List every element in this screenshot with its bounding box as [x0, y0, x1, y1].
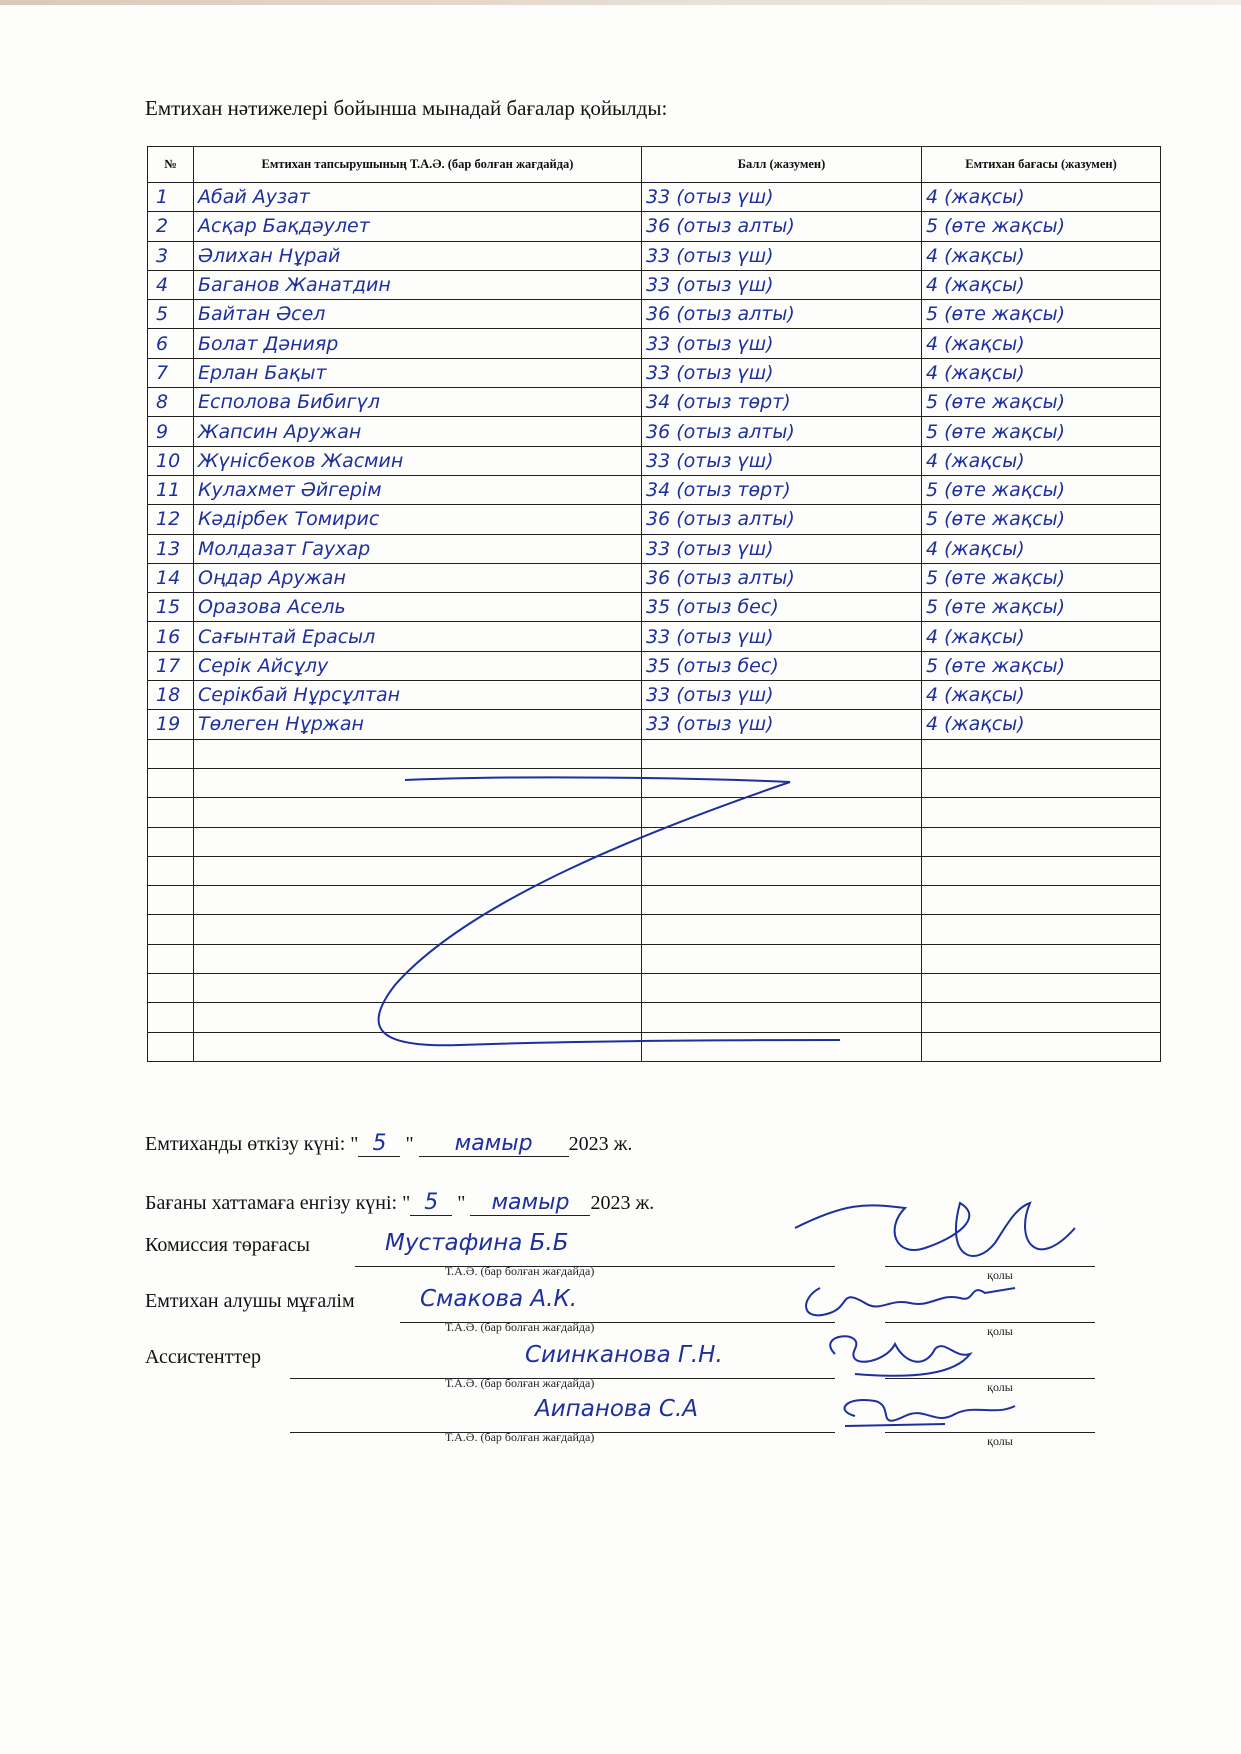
empty-cell [148, 768, 194, 797]
row-number: 2 [148, 212, 194, 241]
table-row [148, 651, 1161, 680]
table-row [148, 212, 1161, 241]
empty-cell [922, 1003, 1161, 1032]
empty-row [148, 856, 1161, 885]
table-row [148, 563, 1161, 592]
entry-date-line: Бағаны хаттамаға енгізу күні: " 5 " мамыр 2023 ж. [145, 1190, 655, 1215]
student-name: Ерлан Бақыт [194, 358, 642, 387]
empty-row [148, 974, 1161, 1003]
empty-cell [922, 915, 1161, 944]
empty-cell [642, 886, 922, 915]
empty-cell [642, 1032, 922, 1061]
teacher-sign-caption: қолы [987, 1324, 1013, 1338]
score-text: 33 (отыз үш) [642, 358, 922, 387]
score-text: 36 (отыз алты) [642, 417, 922, 446]
grade-text: 4 (жақсы) [922, 329, 1161, 358]
student-name: Молдазат Гаухар [194, 534, 642, 563]
table-row [148, 417, 1161, 446]
empty-cell [194, 1003, 642, 1032]
assistant-1-name-caption: Т.А.Ә. (бар болған жағдайда) [445, 1376, 595, 1390]
empty-row [148, 739, 1161, 768]
empty-cell [922, 739, 1161, 768]
exam-day: 5 [358, 1131, 400, 1157]
entry-month: мамыр [470, 1190, 590, 1216]
empty-cell [194, 768, 642, 797]
score-text: 34 (отыз төрт) [642, 388, 922, 417]
empty-cell [148, 739, 194, 768]
grade-text: 5 (өте жақсы) [922, 505, 1161, 534]
entry-day: 5 [410, 1190, 452, 1216]
table-row [148, 681, 1161, 710]
empty-cell [194, 944, 642, 973]
table-row [148, 593, 1161, 622]
empty-cell [642, 856, 922, 885]
score-text: 33 (отыз үш) [642, 241, 922, 270]
teacher-signature-mark [770, 1268, 1090, 1328]
empty-cell [922, 944, 1161, 973]
table-row [148, 710, 1161, 739]
table-row [148, 270, 1161, 299]
header-grade: Емтихан бағасы (жазумен) [922, 147, 1161, 183]
student-name: Жүнісбеков Жасмин [194, 446, 642, 475]
empty-row [148, 886, 1161, 915]
score-text: 36 (отыз алты) [642, 300, 922, 329]
row-number: 12 [148, 505, 194, 534]
student-name: Серік Айсұлу [194, 651, 642, 680]
row-number: 17 [148, 651, 194, 680]
empty-cell [148, 944, 194, 973]
entry-year: 2023 ж. [590, 1192, 655, 1214]
empty-cell [148, 974, 194, 1003]
empty-cell [194, 1032, 642, 1061]
student-name: Кулахмет Әйгерім [194, 475, 642, 504]
signature-row-assistant-2 [145, 1396, 1160, 1460]
empty-cell [922, 798, 1161, 827]
empty-cell [922, 886, 1161, 915]
grade-text: 5 (өте жақсы) [922, 212, 1161, 241]
assistant-2-name-caption: Т.А.Ә. (бар болған жағдайда) [445, 1430, 595, 1444]
grade-text: 4 (жақсы) [922, 446, 1161, 475]
empty-cell [148, 915, 194, 944]
student-name: Әлихан Нұрай [194, 241, 642, 270]
empty-cell [922, 827, 1161, 856]
empty-row [148, 827, 1161, 856]
grade-text: 4 (жақсы) [922, 270, 1161, 299]
empty-cell [642, 739, 922, 768]
empty-cell [148, 798, 194, 827]
empty-cell [194, 915, 642, 944]
grade-text: 4 (жақсы) [922, 622, 1161, 651]
empty-cell [642, 827, 922, 856]
student-name: Серікбай Нұрсұлтан [194, 681, 642, 710]
score-text: 36 (отыз алты) [642, 212, 922, 241]
score-text: 33 (отыз үш) [642, 681, 922, 710]
empty-cell [642, 944, 922, 973]
row-number: 15 [148, 593, 194, 622]
table-body [148, 183, 1161, 1062]
empty-row [148, 768, 1161, 797]
score-text: 33 (отыз үш) [642, 622, 922, 651]
grade-text: 5 (өте жақсы) [922, 651, 1161, 680]
row-number: 13 [148, 534, 194, 563]
grade-text: 5 (өте жақсы) [922, 593, 1161, 622]
row-number: 18 [148, 681, 194, 710]
empty-cell [194, 886, 642, 915]
empty-row [148, 944, 1161, 973]
exam-date-label: Емтиханды өткізу күні: " [145, 1133, 359, 1155]
empty-cell [194, 856, 642, 885]
student-name: Абай Аузат [194, 183, 642, 212]
student-name: Төлеген Нұржан [194, 710, 642, 739]
chair-name: Мустафина Б.Б [385, 1230, 569, 1256]
empty-row [148, 1003, 1161, 1032]
score-text: 33 (отыз үш) [642, 183, 922, 212]
header-number: № [148, 147, 194, 183]
grade-text: 5 (өте жақсы) [922, 300, 1161, 329]
student-name: Байтан Әсел [194, 300, 642, 329]
assistant-1-signature-mark [795, 1324, 1055, 1384]
table-row [148, 475, 1161, 504]
results-table [147, 146, 1161, 1062]
student-name: Болат Дәнияр [194, 329, 642, 358]
header-score: Балл (жазумен) [642, 147, 922, 183]
student-name: Оразова Асель [194, 593, 642, 622]
empty-cell [148, 886, 194, 915]
score-text: 35 (отыз бес) [642, 651, 922, 680]
student-name: Жапсин Аружан [194, 417, 642, 446]
empty-cell [642, 768, 922, 797]
score-text: 33 (отыз үш) [642, 710, 922, 739]
empty-cell [148, 856, 194, 885]
student-name: Есполова Бибигүл [194, 388, 642, 417]
table-row [148, 358, 1161, 387]
row-number: 4 [148, 270, 194, 299]
exam-year: 2023 ж. [568, 1133, 633, 1155]
row-number: 7 [148, 358, 194, 387]
table-row [148, 241, 1161, 270]
empty-cell [922, 768, 1161, 797]
assistant-2-signature-mark [785, 1386, 1065, 1442]
grade-text: 5 (өте жақсы) [922, 475, 1161, 504]
student-name: Сағынтай Ерасыл [194, 622, 642, 651]
grade-text: 4 (жақсы) [922, 710, 1161, 739]
grade-text: 4 (жақсы) [922, 241, 1161, 270]
row-number: 10 [148, 446, 194, 475]
row-number: 16 [148, 622, 194, 651]
score-text: 36 (отыз алты) [642, 563, 922, 592]
empty-cell [922, 1032, 1161, 1061]
table-row [148, 183, 1161, 212]
empty-cell [642, 798, 922, 827]
empty-cell [148, 1032, 194, 1061]
row-number: 9 [148, 417, 194, 446]
score-text: 33 (отыз үш) [642, 329, 922, 358]
empty-cell [922, 856, 1161, 885]
score-text: 36 (отыз алты) [642, 505, 922, 534]
empty-cell [194, 974, 642, 1003]
row-number: 14 [148, 563, 194, 592]
empty-cell [148, 827, 194, 856]
student-name: Кәдірбек Томирис [194, 505, 642, 534]
assistant-2-sign-caption: қолы [987, 1434, 1013, 1448]
grade-text: 5 (өте жақсы) [922, 563, 1161, 592]
chair-sign-caption: қолы [987, 1268, 1013, 1282]
table-row [148, 388, 1161, 417]
score-text: 34 (отыз төрт) [642, 475, 922, 504]
grade-text: 4 (жақсы) [922, 534, 1161, 563]
teacher-name-caption: Т.А.Ә. (бар болған жағдайда) [445, 1320, 595, 1334]
table-row [148, 329, 1161, 358]
empty-cell [148, 1003, 194, 1032]
empty-cell [642, 915, 922, 944]
empty-cell [194, 827, 642, 856]
chair-label: Комиссия төрағасы [145, 1234, 310, 1256]
score-text: 33 (отыз үш) [642, 534, 922, 563]
table-row [148, 534, 1161, 563]
empty-row [148, 915, 1161, 944]
grade-text: 4 (жақсы) [922, 183, 1161, 212]
assistant-1-sign-caption: қолы [987, 1380, 1013, 1394]
teacher-label: Емтихан алушы мұғалім [145, 1290, 355, 1312]
row-number: 5 [148, 300, 194, 329]
student-name: Асқар Бақдәулет [194, 212, 642, 241]
row-number: 11 [148, 475, 194, 504]
table-row [148, 300, 1161, 329]
table-row [148, 505, 1161, 534]
assistant-1-name: Сиинканова Г.Н. [525, 1342, 723, 1368]
table-row [148, 622, 1161, 651]
assistants-label: Ассистенттер [145, 1346, 261, 1368]
page-heading: Емтихан нәтижелері бойынша мынадай бағалар қойылды: [145, 96, 668, 120]
assistant-2-name: Аипанова С.А [535, 1396, 698, 1422]
entry-date-label: Бағаны хаттамаға енгізу күні: " [145, 1192, 411, 1214]
table-row [148, 446, 1161, 475]
score-text: 33 (отыз үш) [642, 446, 922, 475]
row-number: 8 [148, 388, 194, 417]
grade-text: 5 (өте жақсы) [922, 417, 1161, 446]
empty-cell [922, 974, 1161, 1003]
empty-cell [194, 739, 642, 768]
grade-text: 4 (жақсы) [922, 681, 1161, 710]
score-text: 35 (отыз бес) [642, 593, 922, 622]
empty-cell [642, 1003, 922, 1032]
exam-month: мамыр [419, 1131, 569, 1157]
grade-text: 4 (жақсы) [922, 358, 1161, 387]
grade-text: 5 (өте жақсы) [922, 388, 1161, 417]
empty-row [148, 798, 1161, 827]
header-name: Емтихан тапсырушының Т.А.Ә. (бар болған жағдайда) [194, 147, 642, 183]
score-text: 33 (отыз үш) [642, 270, 922, 299]
student-name: Баганов Жанатдин [194, 270, 642, 299]
table-header-row [148, 147, 1161, 183]
top-edge [0, 0, 1241, 5]
row-number: 1 [148, 183, 194, 212]
teacher-name: Смакова А.К. [420, 1286, 578, 1312]
row-number: 3 [148, 241, 194, 270]
empty-cell [194, 798, 642, 827]
student-name: Оңдар Аружан [194, 563, 642, 592]
row-number: 19 [148, 710, 194, 739]
exam-date-line: Емтиханды өткізу күні: " 5 " мамыр 2023 ж. [145, 1131, 633, 1156]
empty-cell [642, 974, 922, 1003]
empty-row [148, 1032, 1161, 1061]
chair-name-caption: Т.А.Ә. (бар болған жағдайда) [445, 1264, 595, 1278]
chair-signature-mark [785, 1198, 1105, 1276]
row-number: 6 [148, 329, 194, 358]
